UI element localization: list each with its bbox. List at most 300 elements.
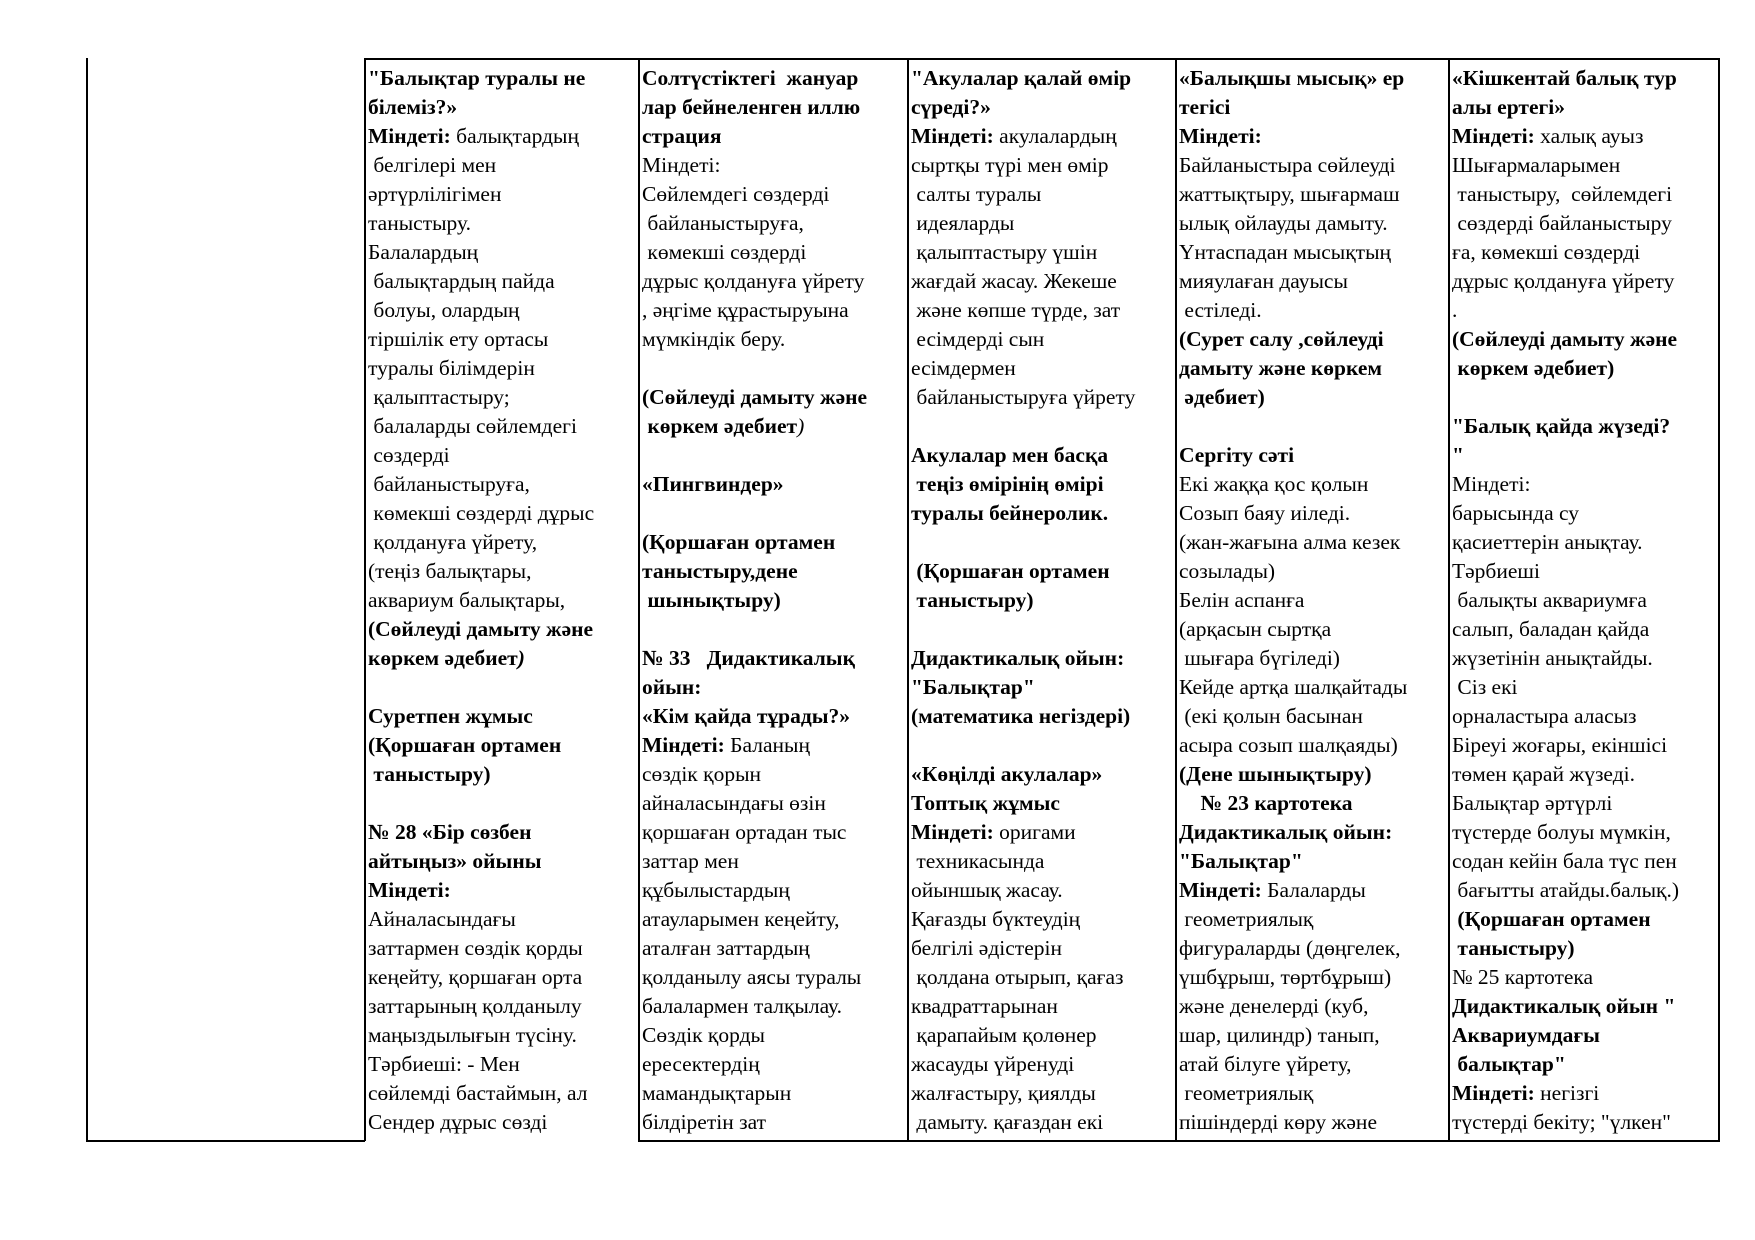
text-line [1179,383,1447,412]
text-run: ылық ойлауды дамыту. [1179,211,1388,235]
text-line [911,1079,1174,1108]
text-line [642,1050,906,1079]
text-run: жасауды үйренуді [911,1052,1075,1076]
text-line [642,180,906,209]
text-line [642,122,906,151]
text-run: Аквариумдағы [1452,1023,1600,1047]
text-line [368,876,636,905]
text-line [1179,934,1447,963]
text-run: жалғастыру, қиялды [911,1081,1096,1105]
text-line [1452,412,1717,441]
text-line [911,180,1174,209]
text-line [642,876,906,905]
text-run: Байланыстыра сөйлеуді [1179,153,1396,177]
text-line [368,412,636,441]
text-line [1179,702,1447,731]
text-line [911,209,1174,238]
text-run: балықтар" [1452,1052,1566,1076]
text-line [642,151,906,180]
text-line [911,528,1174,557]
text-line [1452,934,1717,963]
text-line [911,151,1174,180]
text-run: лар бейнеленген иллю [642,95,861,119]
text-line [1179,847,1447,876]
text-run: айналасындағы өзін [642,791,826,815]
text-line [368,789,636,818]
text-run: шығара бүгіледі) [1179,646,1340,670]
text-line [368,93,636,122]
text-line [1452,209,1717,238]
text-run: . [1452,298,1458,322]
text-line [1452,557,1717,586]
text-run: Біреуі жоғары, екіншісі [1452,733,1668,757]
text-run: түстерді бекіту; "үлкен" [1452,1110,1671,1134]
text-line [911,1108,1174,1137]
text-line [911,122,1174,151]
text-line [368,760,636,789]
text-run: балалармен талқылау. [642,994,843,1018]
text-run: (жан-жағына алма кезек [1179,530,1401,554]
text-run: шынықтыру) [642,588,781,612]
text-line [642,238,906,267]
text-line [1179,528,1447,557]
text-line [1452,151,1717,180]
text-run: идеяларды [911,211,1015,235]
text-line [911,615,1174,644]
text-run: үшбұрыш, төртбұрыш) [1179,965,1392,989]
text-run: сөздерді [368,443,450,467]
text-run: таныстыру) [1452,936,1575,960]
text-run: Міндеті: [642,153,721,177]
text-run: "Балықтар туралы не [368,66,586,90]
text-line [1179,963,1447,992]
text-run: Айналасындағы [368,907,516,931]
text-run: № 23 картотека [1179,791,1353,815]
text-line [368,847,636,876]
text-line [642,1108,906,1137]
text-line [1179,64,1447,93]
text-line [1179,1079,1447,1108]
text-run: "Акулалар қалай өмір [911,66,1132,90]
text-line [911,354,1174,383]
text-line [368,441,636,470]
text-line [911,963,1174,992]
text-line [1179,93,1447,122]
text-run: оригами [999,820,1076,844]
text-run: Міндеті: [642,733,731,757]
text-line [642,412,906,441]
text-run: (Сөйлеуді дамыту және [642,385,868,409]
text-run: ойын: [642,675,702,699]
text-run: салып, баладан қайда [1452,617,1650,641]
text-line [911,934,1174,963]
text-run: көркем әдебиет [642,414,798,438]
text-run: мамандықтарын [642,1081,792,1105]
text-line [911,325,1174,354]
text-line [642,789,906,818]
text-run: «Балықшы мысық» ер [1179,66,1405,90]
text-run: алы ертегі» [1452,95,1565,119]
text-line [642,731,906,760]
text-line [1452,122,1717,151]
text-line [911,93,1174,122]
text-run: қасиеттерін анықтау. [1452,530,1643,554]
text-line [911,586,1174,615]
text-run: маңыздылығын түсіну. [368,1023,577,1047]
text-line [911,470,1174,499]
text-run: барысында су [1452,501,1580,525]
text-line [368,934,636,963]
text-run: Үнтаспадан мысықтың [1179,240,1392,264]
text-line [911,1021,1174,1050]
text-run: халық ауыз [1540,124,1644,148]
text-run: белгілері мен [368,153,497,177]
text-run: сыртқы түрі мен өмір [911,153,1109,177]
text-line [642,296,906,325]
text-run: қолдануға үйрету, [368,530,538,554]
text-line [1179,644,1447,673]
text-line [1179,1050,1447,1079]
text-line [642,528,906,557]
text-run: таныстыру. [368,211,471,235]
text-line [1179,238,1447,267]
table-cell-column-1 [368,64,636,1137]
text-run: теңіз өмірінің өмірі [911,472,1104,496]
text-line [368,1079,636,1108]
text-line [1179,673,1447,702]
text-run: Шығармаларымен [1452,153,1621,177]
text-run: " [1452,443,1464,467]
text-line [911,992,1174,1021]
text-run: Міндеті: [368,878,451,902]
text-run: геометриялық [1179,907,1314,931]
text-run: дұрыс қолдануға үйрету [642,269,865,293]
text-line [911,238,1174,267]
text-line [911,412,1174,441]
text-run: көркем әдебиет) [1452,356,1615,380]
text-run: көмекші сөздерді [642,240,807,264]
text-run: салты туралы [911,182,1042,206]
text-run: аталған заттардың [642,936,810,960]
text-run: кеңейту, қоршаған орта [368,965,583,989]
text-run: Дидактикалық ойын: [911,646,1125,670]
text-line [1179,1108,1447,1137]
text-line [368,267,636,296]
text-run: Суретпен жұмыс [368,704,533,728]
text-line [1179,557,1447,586]
text-run: мүмкіндік беру. [642,327,786,351]
text-line [642,673,906,702]
text-run: таныстыру) [368,762,491,786]
text-line [1452,64,1717,93]
text-line [1452,354,1717,383]
text-run: қолдана отырып, қағаз [911,965,1124,989]
text-run: (екі қолын басынан [1179,704,1363,728]
text-line [1452,1108,1717,1137]
text-line [368,354,636,383]
text-run: заттарының қолданылу [368,994,582,1018]
table-top-border [364,58,1720,60]
text-run: балықтардың [456,124,580,148]
table-left-border [86,58,88,1141]
text-run: Тәрбиеші: - Мен [368,1052,520,1076]
text-run: «Көңілді акулалар» [911,762,1103,786]
text-line [1179,151,1447,180]
text-line [1452,818,1717,847]
text-line [1452,731,1717,760]
text-line [911,905,1174,934]
text-run: қарапайым қолөнер [911,1023,1097,1047]
text-run: техникасында [911,849,1045,873]
text-run: байланыстыруға, [642,211,804,235]
text-line [1452,1021,1717,1050]
text-line [1452,876,1717,905]
text-line [642,934,906,963]
text-run: Кейде артқа шалқайтады [1179,675,1408,699]
text-run: білдіретін зат [642,1110,766,1134]
text-run: Міндеті: [1452,1081,1541,1105]
text-line [1179,818,1447,847]
column-divider-1 [364,58,366,1141]
text-line [642,586,906,615]
text-line [1452,1079,1717,1108]
text-line [1179,354,1447,383]
text-run: Дидактикалық ойын: [1179,820,1393,844]
text-line [911,557,1174,586]
text-line [642,992,906,1021]
text-line [1452,760,1717,789]
text-line [368,992,636,1021]
text-run: (Сурет салу ,сөйлеуді [1179,327,1384,351]
text-run: (Қоршаған ортамен [1452,907,1651,931]
text-line [1452,93,1717,122]
text-line [1179,615,1447,644]
text-run: заттар мен [642,849,739,873]
text-line [911,731,1174,760]
text-run: Акулалар мен басқа [911,443,1109,467]
text-line [1452,847,1717,876]
text-run: сөздік қорын [642,762,762,786]
text-line [911,673,1174,702]
text-line [1452,905,1717,934]
text-run: Міндеті: [1452,124,1541,148]
text-line [1179,209,1447,238]
text-line [1179,876,1447,905]
text-run: созылады) [1179,559,1276,583]
text-run: (Сөйлеуді дамыту және [1452,327,1678,351]
text-run: Қағазды бүктеудің [911,907,1081,931]
text-run: акулалардың [999,124,1117,148]
first-column-bottom-border [86,1140,365,1142]
text-run: негізгі [1540,1081,1600,1105]
text-line [911,760,1174,789]
text-run: байланыстыруға, [368,472,530,496]
text-run: сөйлемді бастаймын, ал [368,1081,588,1105]
text-line [1179,296,1447,325]
text-line [911,296,1174,325]
text-line [911,64,1174,93]
text-line [642,354,906,383]
text-line [911,876,1174,905]
text-line [1452,267,1717,296]
text-line [642,818,906,847]
text-run: Тәрбиеші [1452,559,1540,583]
text-line [1179,1021,1447,1050]
text-run: байланыстыруға үйрету [911,385,1136,409]
text-line [1179,760,1447,789]
text-run: Топтық жұмыс [911,791,1060,815]
text-run: аквариум балықтары, [368,588,566,612]
text-line [1452,499,1717,528]
text-run: Сіз екі [1452,675,1518,699]
text-line [368,905,636,934]
text-run: құбылыстардың [642,878,790,902]
text-run: белгілі әдістерін [911,936,1062,960]
text-line [911,383,1174,412]
text-line [642,702,906,731]
text-line [642,383,906,412]
text-line [368,644,636,673]
text-line [368,1108,636,1137]
text-line [368,325,636,354]
text-line [642,93,906,122]
text-run: (теңіз балықтары, [368,559,532,583]
text-line [1179,470,1447,499]
text-run: және денелерді (куб, [1179,994,1369,1018]
text-line [1452,441,1717,470]
text-run: "Балықтар" [1179,849,1303,873]
text-line [642,1079,906,1108]
table-cell-column-4 [1179,64,1447,1137]
text-run: Солтүстіктегі жануар [642,66,859,90]
text-line [1179,122,1447,151]
text-run: (Қоршаған ортамен [368,733,562,757]
text-line [1452,238,1717,267]
text-line [911,847,1174,876]
text-line [368,615,636,644]
text-run: страция [642,124,722,148]
text-line [368,122,636,151]
text-line [642,847,906,876]
text-run: , әңгіме құрастыруына [642,298,849,322]
text-line [911,267,1174,296]
text-run: Сөздік қорды [642,1023,765,1047]
text-run: көмекші сөздерді дұрыс [368,501,595,525]
column-divider-3 [907,58,909,1141]
text-run: туралы бейнеролик. [911,501,1109,525]
text-run: мияулаған дауысы [1179,269,1348,293]
text-line [642,615,906,644]
text-line [1179,586,1447,615]
text-run: "Балық қайда жүзеді? [1452,414,1671,438]
text-run: таныстыру, сөйлемдегі [1452,182,1673,206]
text-run: Міндеті: [368,124,457,148]
text-run: тегісі [1179,95,1231,119]
text-line [1452,1050,1717,1079]
text-run: Екі жаққа қос қолын [1179,472,1369,496]
text-line [1452,296,1717,325]
text-line [1452,180,1717,209]
text-line [642,470,906,499]
text-run: Сергіту сәті [1179,443,1295,467]
text-line [368,673,636,702]
text-run: Баланың [730,733,810,757]
text-line [368,499,636,528]
text-line [1179,499,1447,528]
text-line [368,238,636,267]
text-run: "Балықтар" [911,675,1035,699]
text-line [368,296,636,325]
column-divider-4 [1175,58,1177,1141]
text-line [642,209,906,238]
text-line [911,789,1174,818]
text-line [368,209,636,238]
column-divider-2 [638,58,640,1141]
text-line [368,702,636,731]
text-run: шар, цилиндр) танып, [1179,1023,1380,1047]
text-run: асыра созып шалқаяды) [1179,733,1398,757]
text-line [642,760,906,789]
text-line [1452,963,1717,992]
text-run: содан кейін бала түс пен [1452,849,1677,873]
text-line [1179,180,1447,209]
text-run: № 25 картотека [1452,965,1594,989]
text-run: атауларымен кеңейту, [642,907,840,931]
text-run: (Сөйлеуді дамыту және [368,617,594,641]
text-run: қалыптастыру; [368,385,510,409]
table-cell-column-3 [911,64,1174,1137]
text-run: ересектердің [642,1052,760,1076]
text-line [642,963,906,992]
text-run: әдебиет) [1179,385,1265,409]
text-run: Міндеті: [1452,472,1531,496]
table-right-border [1718,58,1720,1141]
text-run: естіледі. [1179,298,1262,322]
text-run: фигураларды (дөңгелек, [1179,936,1401,960]
text-line [1179,267,1447,296]
text-line [368,1050,636,1079]
text-line [368,586,636,615]
text-run: ға, көмекші сөздерді [1452,240,1641,264]
text-line [368,383,636,412]
text-line [1452,383,1717,412]
text-line [1179,905,1447,934]
text-line [642,64,906,93]
text-line [1452,470,1717,499]
text-line [368,818,636,847]
text-line [1452,325,1717,354]
text-line [368,1021,636,1050]
text-run: № 28 «Бір сөзбен [368,820,532,844]
text-line [368,731,636,760]
text-run: қолданылу аясы туралы [642,965,862,989]
text-line [1179,992,1447,1021]
text-run: ) [517,646,525,670]
text-line [1452,992,1717,1021]
text-line [1452,615,1717,644]
text-run: айтыңыз» ойыны [368,849,542,873]
text-line [368,528,636,557]
text-run: атай білуге үйрету, [1179,1052,1352,1076]
text-run: Созып баяу иіледі. [1179,501,1351,525]
text-line [911,702,1174,731]
text-run: Сендер дұрыс сөзді [368,1110,548,1134]
text-line [911,441,1174,470]
text-line [642,644,906,673]
text-run: туралы білімдерін [368,356,535,380]
text-run: Міндеті: [911,124,1000,148]
text-line [1452,586,1717,615]
